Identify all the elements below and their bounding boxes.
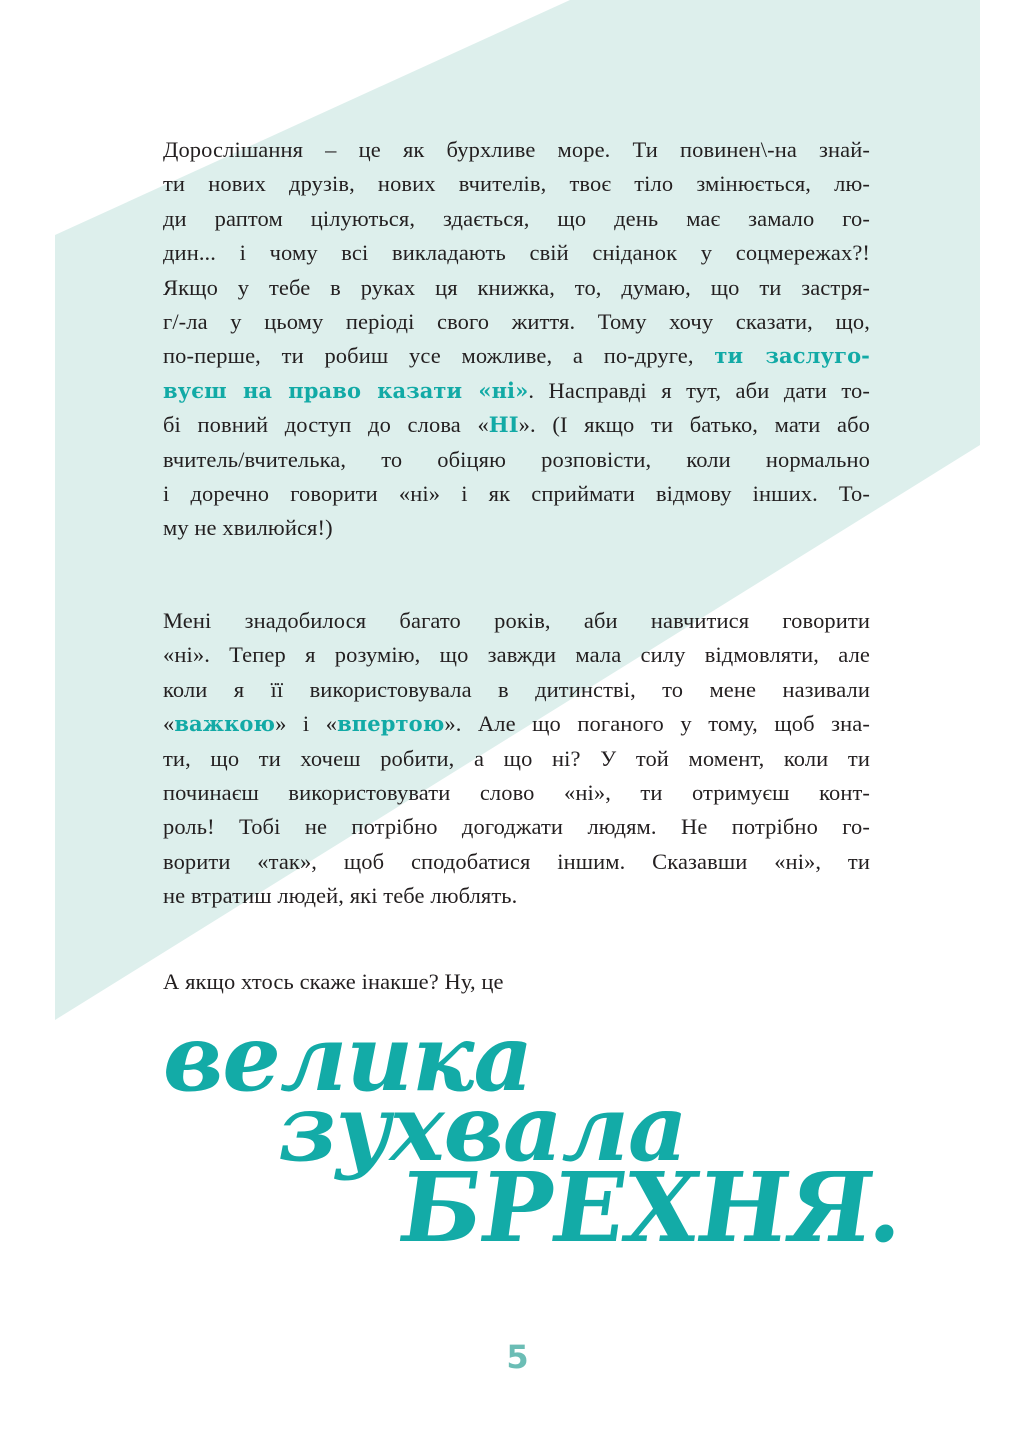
text-line	[163, 339, 870, 373]
text-line	[163, 374, 870, 408]
text-line: і доречно говорити «ні» і як сприймати відмову інших. То-	[163, 481, 870, 507]
highlight-text: вуєш на право казати «ні»	[163, 377, 529, 403]
text-run: . Насправді я тут, аби дати то-	[528, 377, 870, 403]
text-line	[163, 408, 870, 442]
text-line: му не хвилюйся!)	[163, 515, 333, 541]
text-line: дин... і чому всі викладають свій сніданок у соцмережах?!	[163, 240, 870, 266]
text-line: ти нових друзів, нових вчителів, твоє тіло змінюється, лю-	[163, 171, 870, 197]
text-line: г/-ла у цьому періоді свого життя. Тому хочу сказати, що,	[163, 309, 870, 335]
text-line: не втратиш людей, які тебе люблять.	[163, 883, 518, 909]
text-run: ». Але що поганого у тому, щоб зна-	[444, 711, 870, 737]
paragraph-lead-in	[163, 965, 870, 999]
paragraph-saying-no	[163, 604, 870, 914]
text-run: по-перше, ти робиш усе можливе, а по-друге,	[163, 343, 715, 369]
text-line: коли я її використовувала в дитинстві, то мене називали	[163, 676, 870, 702]
text-run: » і «	[275, 711, 338, 737]
text-line: «ні». Тепер я розумію, що завжди мала силу відмовляти, але	[163, 642, 870, 668]
text-line: роль! Тобі не потрібно догоджати людям. Не потрібно го-	[163, 814, 870, 840]
highlight-text: НІ	[488, 412, 519, 438]
text-run: ». (І якщо ти батько, мати або	[518, 412, 870, 438]
text-run: бі повний доступ до слова «	[163, 412, 489, 438]
text-run: «	[163, 711, 175, 737]
text-line: ди раптом цілуються, здається, що день має замало го-	[163, 205, 870, 231]
text-line: ти, що ти хочеш робити, а що ні? У той момент, коли ти	[163, 745, 870, 771]
text-line: ворити «так», щоб сподобатися іншим. Сказавши «ні», ти	[163, 848, 870, 874]
headline-line-3: БРЕХНЯ.	[392, 1151, 912, 1264]
highlight-text: важкою	[174, 711, 276, 737]
text-line: вчитель/вчителька, то обіцяю розповісти, коли нормально	[163, 446, 870, 472]
paragraph-intro	[163, 133, 870, 546]
text-line: Мені знадобилося багато років, аби навчитися говорити	[163, 608, 870, 633]
text-line: починаєш використовувати слово «ні», ти отримуєш конт-	[163, 780, 870, 806]
text-line	[163, 707, 870, 741]
text-line: А якщо хтось скаже інакше? Ну, це	[163, 969, 504, 994]
highlight-text: ти заслуго-	[714, 343, 870, 369]
headline-line-1: велика	[163, 1004, 533, 1112]
text-line: Якщо у тебе в руках ця книжка, то, думаю, що ти застря-	[163, 274, 870, 300]
headline-line-2: зухвала	[278, 1074, 687, 1182]
text-line: Дорослішання – це як бурхливе море. Ти повинен\-на знай-	[163, 137, 870, 162]
highlight-text: впертою	[337, 711, 445, 737]
page-number: 5	[506, 1338, 529, 1376]
